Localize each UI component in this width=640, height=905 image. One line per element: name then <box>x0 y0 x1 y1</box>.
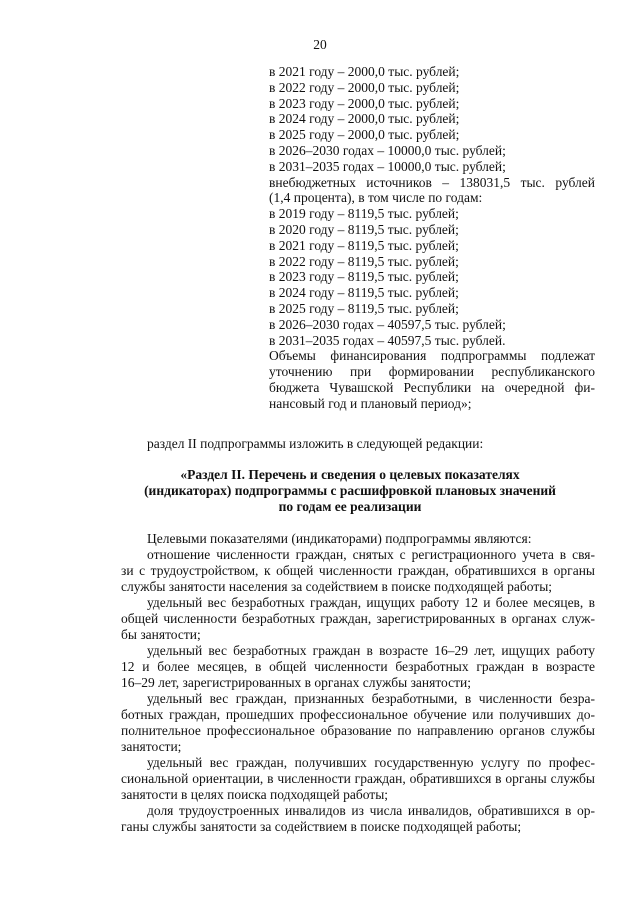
financing-line: в 2026–2030 годах – 10000,0 тыс. рублей; <box>269 142 506 158</box>
paragraph-line: службы занятости населения за содействием в поиске подходящей работы; <box>121 579 553 594</box>
paragraph-line: зи с трудоустройством, к общей численности граждан, обратившихся в органы <box>121 563 595 578</box>
financing-note-line: нансовый год и плановый период»; <box>269 395 472 411</box>
paragraph-line: ганы службы занятости за содействием в поиске подходящей работы; <box>121 819 522 834</box>
financing-line: в 2026–2030 годах – 40597,5 тыс. рублей; <box>269 316 506 332</box>
paragraph-line: удельный вес безработных граждан, ищущих работу 12 и более месяцев, в <box>147 595 595 610</box>
paragraph-line: 16–29 лет, зарегистрированных в органах службы занятости; <box>121 675 471 690</box>
paragraph-line: общей численности безработных граждан, зарегистрированных в органах служ- <box>121 611 595 626</box>
indicator-paragraph <box>121 595 595 643</box>
financing-line: в 2021 году – 2000,0 тыс. рублей; <box>269 64 460 79</box>
section-heading <box>120 467 580 515</box>
financing-line: в 2024 году – 8119,5 тыс. рублей; <box>269 285 459 301</box>
financing-line: в 2025 году – 2000,0 тыс. рублей; <box>269 127 460 143</box>
indicator-paragraph <box>121 643 595 691</box>
financing-line: в 2022 году – 8119,5 тыс. рублей; <box>269 253 459 269</box>
heading-line: по годам ее реализации <box>278 499 422 514</box>
indicator-paragraph <box>121 691 595 755</box>
paragraph-line: ботных граждан, прошедших профессиональное обучение или получивших до- <box>121 707 595 722</box>
financing-line: в 2025 году – 8119,5 тыс. рублей; <box>269 300 459 316</box>
financing-line: в 2019 году – 8119,5 тыс. рублей; <box>269 206 459 222</box>
page-number: 20 <box>313 37 327 52</box>
financing-line: в 2022 году – 2000,0 тыс. рублей; <box>269 79 460 95</box>
extrabudget-line: (1,4 процента), в том числе по годам: <box>269 190 483 206</box>
indicator-paragraph <box>121 547 595 595</box>
heading-line: (индикаторах) подпрограммы с расшифровкой плановых значений <box>144 483 556 498</box>
extrabudget-line: внебюджетных источников – 138031,5 тыс. рублей <box>269 174 595 190</box>
paragraph-line: полнительное профессиональное образование по направлению органов службы <box>121 723 595 738</box>
financing-line: в 2023 году – 2000,0 тыс. рублей; <box>269 95 460 111</box>
paragraph-line: удельный вес безработных граждан в возрасте 16–29 лет, ищущих работу <box>147 643 595 658</box>
section-body <box>121 531 595 835</box>
paragraph-line: сиональной ориентации, в численности граждан, обратившихся в органы службы <box>121 771 595 786</box>
paragraph-line: удельный вес граждан, признанных безработными, в численности безра- <box>147 691 595 706</box>
financing-line: в 2031–2035 годах – 40597,5 тыс. рублей. <box>269 332 506 348</box>
paragraph-line: бы занятости; <box>121 627 201 642</box>
indicator-paragraph <box>121 755 595 803</box>
paragraph-line: занятости; <box>121 739 182 754</box>
financing-line: в 2024 году – 2000,0 тыс. рублей; <box>269 111 460 127</box>
paragraph-line: 12 и более месяцев, в общей численности безработных граждан в возрасте <box>121 659 595 674</box>
financing-note-line: бюджета Чувашской Республики на очередной фи- <box>269 379 595 395</box>
financing-note-line: уточнению при формировании республиканского <box>269 364 595 380</box>
financing-line: в 2023 году – 8119,5 тыс. рублей; <box>269 269 459 285</box>
financing-block <box>269 64 595 412</box>
financing-note-line: Объемы финансирования подпрограммы подлежат <box>269 348 595 364</box>
paragraph-line: отношение численности граждан, снятых с регистрационного учета в свя- <box>147 547 595 562</box>
financing-line: в 2020 году – 8119,5 тыс. рублей; <box>269 221 459 237</box>
financing-line: в 2021 году – 8119,5 тыс. рублей; <box>269 237 459 253</box>
heading-line: «Раздел II. Перечень и сведения о целевых показателях <box>180 467 520 482</box>
amendment-intro: раздел II подпрограммы изложить в следующей редакции: <box>147 436 484 451</box>
lead-paragraph: Целевыми показателями (индикаторами) подпрограммы являются: <box>147 531 532 546</box>
financing-line: в 2031–2035 годах – 10000,0 тыс. рублей; <box>269 158 506 174</box>
paragraph-line: занятости в целях поиска подходящей работы; <box>121 787 389 802</box>
paragraph-line: доля трудоустроенных инвалидов из числа инвалидов, обратившихся в ор- <box>147 803 595 818</box>
paragraph-line: удельный вес граждан, получивших государственную услугу по профес- <box>147 755 595 770</box>
indicator-paragraph <box>121 803 595 835</box>
